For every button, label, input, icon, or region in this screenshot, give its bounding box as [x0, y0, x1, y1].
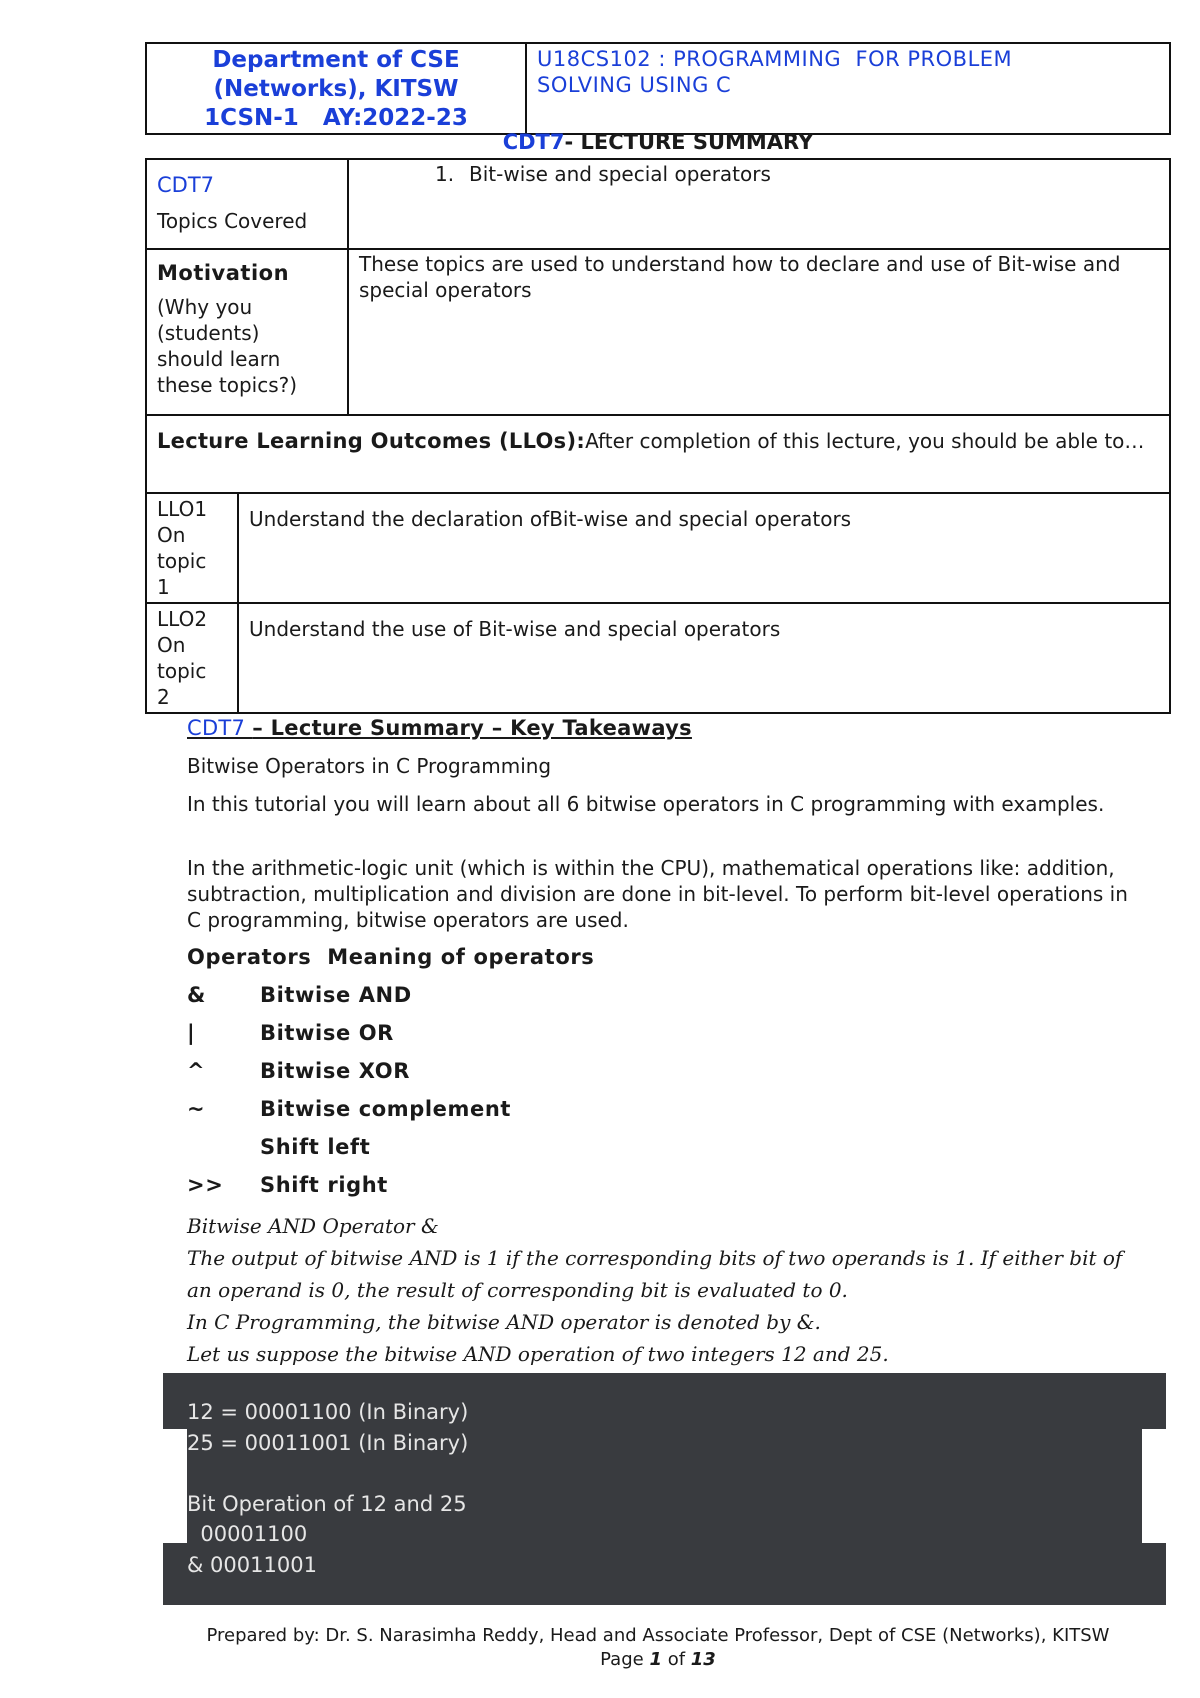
lecture-code: CDT7	[502, 130, 565, 154]
footer	[145, 1624, 1171, 1672]
dept-line-2: (Networks), KITSW	[213, 76, 459, 102]
takeaways-heading	[187, 715, 1147, 741]
and-example-intro: Let us suppose the bitwise AND operation of two integers 12 and 25.	[187, 1342, 889, 1366]
code-scroll-left	[163, 1429, 187, 1543]
operator-symbol: ~	[187, 1097, 206, 1121]
code-line: 00001100	[187, 1522, 308, 1546]
course-line-1: U18CS102 : PROGRAMMING FOR PROBLEM	[537, 47, 1013, 71]
llo-intro: After completion of this lecture, you should be able to…	[585, 429, 1145, 453]
department-cell	[146, 43, 526, 134]
llo2-label-cell	[146, 603, 238, 713]
motivation-label-cell	[146, 249, 348, 415]
topics-label-cell	[146, 159, 348, 249]
code-lines	[187, 1397, 468, 1580]
operator-meaning: Bitwise AND	[260, 983, 412, 1007]
lecture-title	[145, 130, 1171, 154]
takeaways-code[interactable]: CDT7	[187, 716, 253, 740]
header-table	[145, 42, 1171, 135]
topics-label: Topics Covered	[157, 209, 308, 233]
code-line: 12 = 00001100 (In Binary)	[187, 1400, 469, 1424]
and-heading: Bitwise AND Operator &	[187, 1214, 439, 1238]
code-block	[163, 1373, 1166, 1605]
operator-row	[187, 1059, 410, 1083]
operator-symbol: ^	[187, 1059, 206, 1083]
takeaways-title: – Lecture Summary – Key Takeaways	[252, 716, 692, 740]
code-scroll-right	[1142, 1429, 1166, 1543]
llo2-sub: On topic 2	[157, 633, 207, 709]
llo1-code: LLO1	[157, 497, 208, 521]
llo-title: Lecture Learning Outcomes (LLOs):	[157, 429, 586, 453]
operator-meaning: Bitwise OR	[260, 1021, 394, 1045]
operator-symbol: >>	[187, 1173, 224, 1197]
operator-meaning: Shift left	[260, 1135, 371, 1159]
llo-intro-cell	[146, 415, 1170, 493]
operator-meaning: Shift right	[260, 1173, 388, 1197]
llo1-text-cell	[238, 493, 1170, 603]
llo1-label-cell	[146, 493, 238, 603]
motivation-sub: (Why you (students) should learn these topics?)	[157, 295, 298, 397]
motivation-text: These topics are used to understand how to declare and use of Bit-wise and special operators	[359, 252, 1121, 302]
page-total: 13	[690, 1649, 716, 1670]
operator-meaning: Bitwise complement	[260, 1097, 512, 1121]
and-description: The output of bitwise AND is 1 if the corresponding bits of two operands is 1. If either bit of an operand is 0, the result of corresponding bit is evaluated to 0.	[187, 1246, 1123, 1302]
llo2-code: LLO2	[157, 607, 208, 631]
topics-content-cell	[348, 159, 1170, 249]
topic-item: Bit-wise and special operators	[469, 162, 771, 186]
code-line: & 00011001	[187, 1552, 317, 1577]
summary-para-2: In the arithmetic-logic unit (which is within the CPU), mathematical operations like: addition, subtraction, multiplication and division are done in bit-level. To perform bit-level operations in C programming, bitwise operators are used.	[187, 856, 1128, 932]
operator-meaning: Bitwise XOR	[260, 1059, 410, 1083]
operator-row	[187, 1097, 511, 1121]
operator-row	[187, 983, 412, 1007]
summary-table	[145, 158, 1171, 714]
and-denoted: In C Programming, the bitwise AND operator is denoted by &.	[187, 1310, 821, 1334]
page-number	[145, 1648, 1171, 1672]
operator-row	[187, 1135, 370, 1159]
topics-code: CDT7	[157, 173, 215, 197]
page-current: 1	[649, 1649, 662, 1670]
lecture-title-text: - LECTURE SUMMARY	[564, 130, 814, 154]
operator-row	[187, 1173, 388, 1197]
motivation-text-cell	[348, 249, 1170, 415]
page-label: Page	[600, 1649, 650, 1670]
summary-para-1: In this tutorial you will learn about all 6 bitwise operators in C programming with examples.	[187, 792, 1105, 816]
course-line-2: SOLVING USING C	[537, 73, 732, 97]
operators-header	[187, 945, 594, 969]
llo2-text: Understand the use of Bit-wise and special operators	[249, 617, 781, 641]
llo2-text-cell	[238, 603, 1170, 713]
topic-number: 1.	[435, 162, 455, 186]
course-cell	[526, 43, 1170, 134]
llo1-text: Understand the declaration ofBit-wise and special operators	[249, 507, 852, 531]
summary-subtitle: Bitwise Operators in C Programming	[187, 754, 552, 778]
dept-line-1: Department of CSE	[212, 47, 460, 73]
motivation-title: Motivation	[157, 261, 290, 285]
operator-row	[187, 1021, 394, 1045]
footer-prepared-by: Prepared by: Dr. S. Narasimha Reddy, Head and Associate Professor, Dept of CSE (Networks), KITSW	[206, 1625, 1110, 1646]
operators-header-left: Operators	[187, 945, 312, 969]
code-line: Bit Operation of 12 and 25	[187, 1491, 467, 1516]
llo1-sub: On topic 1	[157, 523, 207, 599]
operator-symbol: &	[187, 983, 206, 1007]
dept-line-3: 1CSN-1 AY:2022-23	[204, 105, 468, 131]
operators-header-right: Meaning of operators	[327, 945, 595, 969]
code-line	[187, 1458, 468, 1489]
code-line: 25 = 00011001 (In Binary)	[187, 1430, 469, 1455]
operator-symbol: |	[187, 1021, 196, 1045]
page-of: of	[661, 1649, 691, 1670]
